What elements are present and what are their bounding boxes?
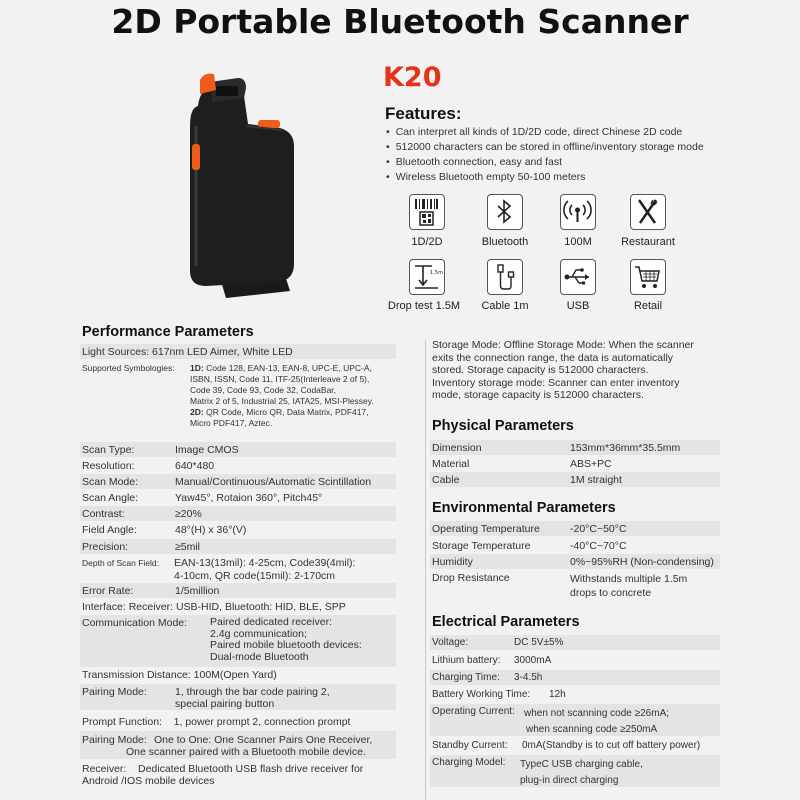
param-value: 3-4.5h xyxy=(514,672,543,683)
feature-item: • Bluetooth connection, easy and fast xyxy=(386,155,704,170)
param-label: Battery Working Time: xyxy=(432,689,531,700)
cable-icon xyxy=(487,259,523,295)
param-value: Android /IOS mobile devices xyxy=(82,775,215,787)
param-value: Dedicated Bluetooth USB flash drive receiver for xyxy=(138,763,364,775)
param-value: 153mm*36mm*35.5mm xyxy=(570,442,681,454)
param-label: Communication Mode: xyxy=(82,617,188,629)
symbologies-label: Supported Symbologies: xyxy=(82,363,175,373)
usb-icon xyxy=(560,259,596,295)
param-label: Dimension xyxy=(432,442,482,454)
features-list xyxy=(386,125,704,185)
param-label: Charging Model: xyxy=(432,757,506,768)
param-label: Precision: xyxy=(82,541,129,553)
param-value: 1M straight xyxy=(570,474,622,486)
param-value: Withstands multiple 1.5m xyxy=(570,573,688,585)
param-value: when scanning code ≥250mA xyxy=(526,724,658,735)
param-label: Depth of Scan Field: xyxy=(82,558,160,568)
param-value: Paired dedicated receiver: xyxy=(210,616,332,628)
cart-icon xyxy=(630,259,666,295)
drop-resistance-row xyxy=(432,572,732,600)
symb-1d-line: Matrix 2 of 5, Industrial 25, IATA25, MSI-Plessey. xyxy=(190,396,374,406)
param-value: 3000mA xyxy=(514,655,552,666)
param-label: Voltage: xyxy=(432,637,469,648)
icon-label: Retail xyxy=(633,300,663,312)
param-value: 4-10cm, QR code(15mil): 2-170cm xyxy=(174,569,336,582)
icon-label: Bluetooth xyxy=(481,236,529,248)
light-sources: Light Sources: 617nm LED Aimer, White LED xyxy=(82,346,293,358)
symb-1d-line: Code 39, Code 93, Code 32, CodaBar, xyxy=(190,385,337,395)
icon-label: Restaurant xyxy=(621,236,675,248)
storage-line: stored. Storage capacity is 512000 characters. xyxy=(432,364,649,376)
param-label: Material xyxy=(432,458,470,470)
param-value: Image CMOS xyxy=(175,444,239,456)
symb-2d-key: 2D: xyxy=(190,407,204,417)
param-label: Humidity xyxy=(432,556,473,568)
model-name: K20 xyxy=(383,62,442,93)
wireless-icon xyxy=(560,194,596,230)
icon-label: Cable 1m xyxy=(481,300,529,312)
storage-line: Storage Mode: Offline Storage Mode: When the scanner xyxy=(432,339,694,351)
barcode-qr-icon xyxy=(409,194,445,230)
param-label: Charging Time: xyxy=(432,672,500,683)
symb-2d-line: QR Code, Micro QR, Data Matrix, PDF417, xyxy=(206,407,369,417)
param-value: 2.4g communication; xyxy=(210,627,307,640)
param-value: 0mA(Standby is to cut off battery power) xyxy=(522,740,701,751)
param-value: DC 5V±5% xyxy=(514,637,564,648)
fork-knife-icon xyxy=(630,194,666,230)
param-label: Operating Current: xyxy=(432,706,515,717)
symb-1d-line: Code 128, EAN-13, EAN-8, UPC-E, UPC-A, xyxy=(206,363,372,373)
drop-height-label: 1.5m xyxy=(430,270,443,276)
storage-line: mode, storage capacity is 512000 characters. xyxy=(432,389,644,401)
param-value: ≥5mil xyxy=(175,541,201,553)
param-value: Yaw45°, Rotaion 360°, Pitch45° xyxy=(175,492,323,504)
param-label: Pairing Mode: xyxy=(82,686,147,698)
param-label: Contrast: xyxy=(82,508,125,520)
param-label: Scan Angle: xyxy=(82,492,139,504)
param-value: One scanner paired with a Bluetooth mobile device. xyxy=(126,746,366,758)
param-label: Cable xyxy=(432,474,460,486)
param-value: Dual-mode Bluetooth xyxy=(210,650,309,663)
storage-line: exits the connection range, the data is automatically xyxy=(432,351,674,364)
param-value: drops to concrete xyxy=(570,587,652,599)
feature-item: • 512000 characters can be stored in offline/inventory storage mode xyxy=(386,140,704,155)
icon-label: Drop test 1.5M xyxy=(387,300,461,312)
performance-heading: Performance Parameters xyxy=(82,324,254,340)
param-label: Storage Temperature xyxy=(432,540,531,552)
param-value: ≥20% xyxy=(175,508,202,520)
pairing-row xyxy=(82,686,402,710)
communication-row xyxy=(82,617,402,667)
param-label: Lithium battery: xyxy=(432,655,501,666)
symbologies-block xyxy=(82,363,402,441)
column-divider xyxy=(425,340,426,800)
param-value: EAN-13(13mil): 4-25cm, Code39(4mil): xyxy=(174,557,356,569)
row-stripe xyxy=(80,506,396,521)
electrical-heading: Electrical Parameters xyxy=(432,614,580,630)
icon-label: USB xyxy=(566,300,590,312)
param-label: Error Rate: xyxy=(82,585,134,597)
param-label: Operating Temperature xyxy=(432,523,540,535)
param-label: Scan Type: xyxy=(82,444,135,456)
param-value: when not scanning code ≥26mA; xyxy=(524,708,670,719)
operating-current-row xyxy=(432,706,732,736)
interface-row: Interface: Receiver: USB-HID, Bluetooth: HID, BLE, SPP xyxy=(82,601,346,613)
param-value: ABS+PC xyxy=(570,458,612,470)
scanner-device-image xyxy=(170,66,320,316)
features-heading: Features: xyxy=(385,104,462,123)
param-value: 1, through the bar code pairing 2, xyxy=(175,686,330,698)
physical-heading: Physical Parameters xyxy=(432,418,574,434)
param-label: Pairing Mode: xyxy=(82,734,147,746)
bluetooth-icon xyxy=(487,194,523,230)
environmental-heading: Environmental Parameters xyxy=(432,500,616,516)
param-value: 48°(H) x 36°(V) xyxy=(175,524,247,536)
param-value: One to One: One Scanner Pairs One Receiver, xyxy=(154,734,373,746)
symb-2d-line: Micro PDF417, Aztec. xyxy=(190,418,273,428)
prompt-row: Prompt Function: 1, power prompt 2, connection prompt xyxy=(82,716,351,728)
param-value: 640*480 xyxy=(175,460,215,472)
param-value: -20°C~50°C xyxy=(570,523,627,535)
storage-mode-block xyxy=(432,339,694,402)
transmission-row: Transmission Distance: 100M(Open Yard) xyxy=(82,669,277,681)
param-value: 1/5million xyxy=(175,585,220,597)
depth-of-field-row xyxy=(82,557,402,583)
param-label: Receiver: xyxy=(82,763,127,775)
drop-test-icon xyxy=(409,259,445,295)
symb-1d-line: ISBN, ISSN, Code 11, ITF-25(Interleave 2 of 5), xyxy=(190,374,370,384)
feature-item: • Can interpret all kinds of 1D/2D code, direct Chinese 2D code xyxy=(386,125,704,140)
pairing2-row xyxy=(82,734,412,758)
param-value: TypeC USB charging cable, xyxy=(520,759,643,770)
param-value: Paired mobile bluetooth devices: xyxy=(210,639,362,651)
param-label: Standby Current: xyxy=(432,740,508,751)
receiver-row xyxy=(82,763,412,789)
symb-1d-key: 1D: xyxy=(190,363,204,373)
param-label: Field Angle: xyxy=(82,524,137,536)
param-value: plug-in direct charging xyxy=(520,775,619,786)
param-label: Resolution: xyxy=(82,460,135,472)
param-label: Scan Mode: xyxy=(82,476,139,488)
param-value: -40°C~70°C xyxy=(570,540,627,552)
icon-label: 100M xyxy=(564,236,592,248)
param-value: special pairing button xyxy=(175,698,275,710)
param-value: Manual/Continuous/Automatic Scintillation xyxy=(175,476,372,488)
page-title: 2D Portable Bluetooth Scanner xyxy=(111,2,689,41)
storage-line: Inventory storage mode: Scanner can enter inventory xyxy=(432,376,680,389)
charging-model-row xyxy=(432,757,732,787)
icon-label: 1D/2D xyxy=(411,236,443,248)
row-stripe xyxy=(430,635,720,650)
param-value: 0%~95%RH (Non-condensing) xyxy=(570,556,714,568)
param-label: Drop Resistance xyxy=(432,572,510,584)
param-value: 12h xyxy=(549,689,566,700)
feature-item: • Wireless Bluetooth empty 50-100 meters xyxy=(386,170,704,185)
